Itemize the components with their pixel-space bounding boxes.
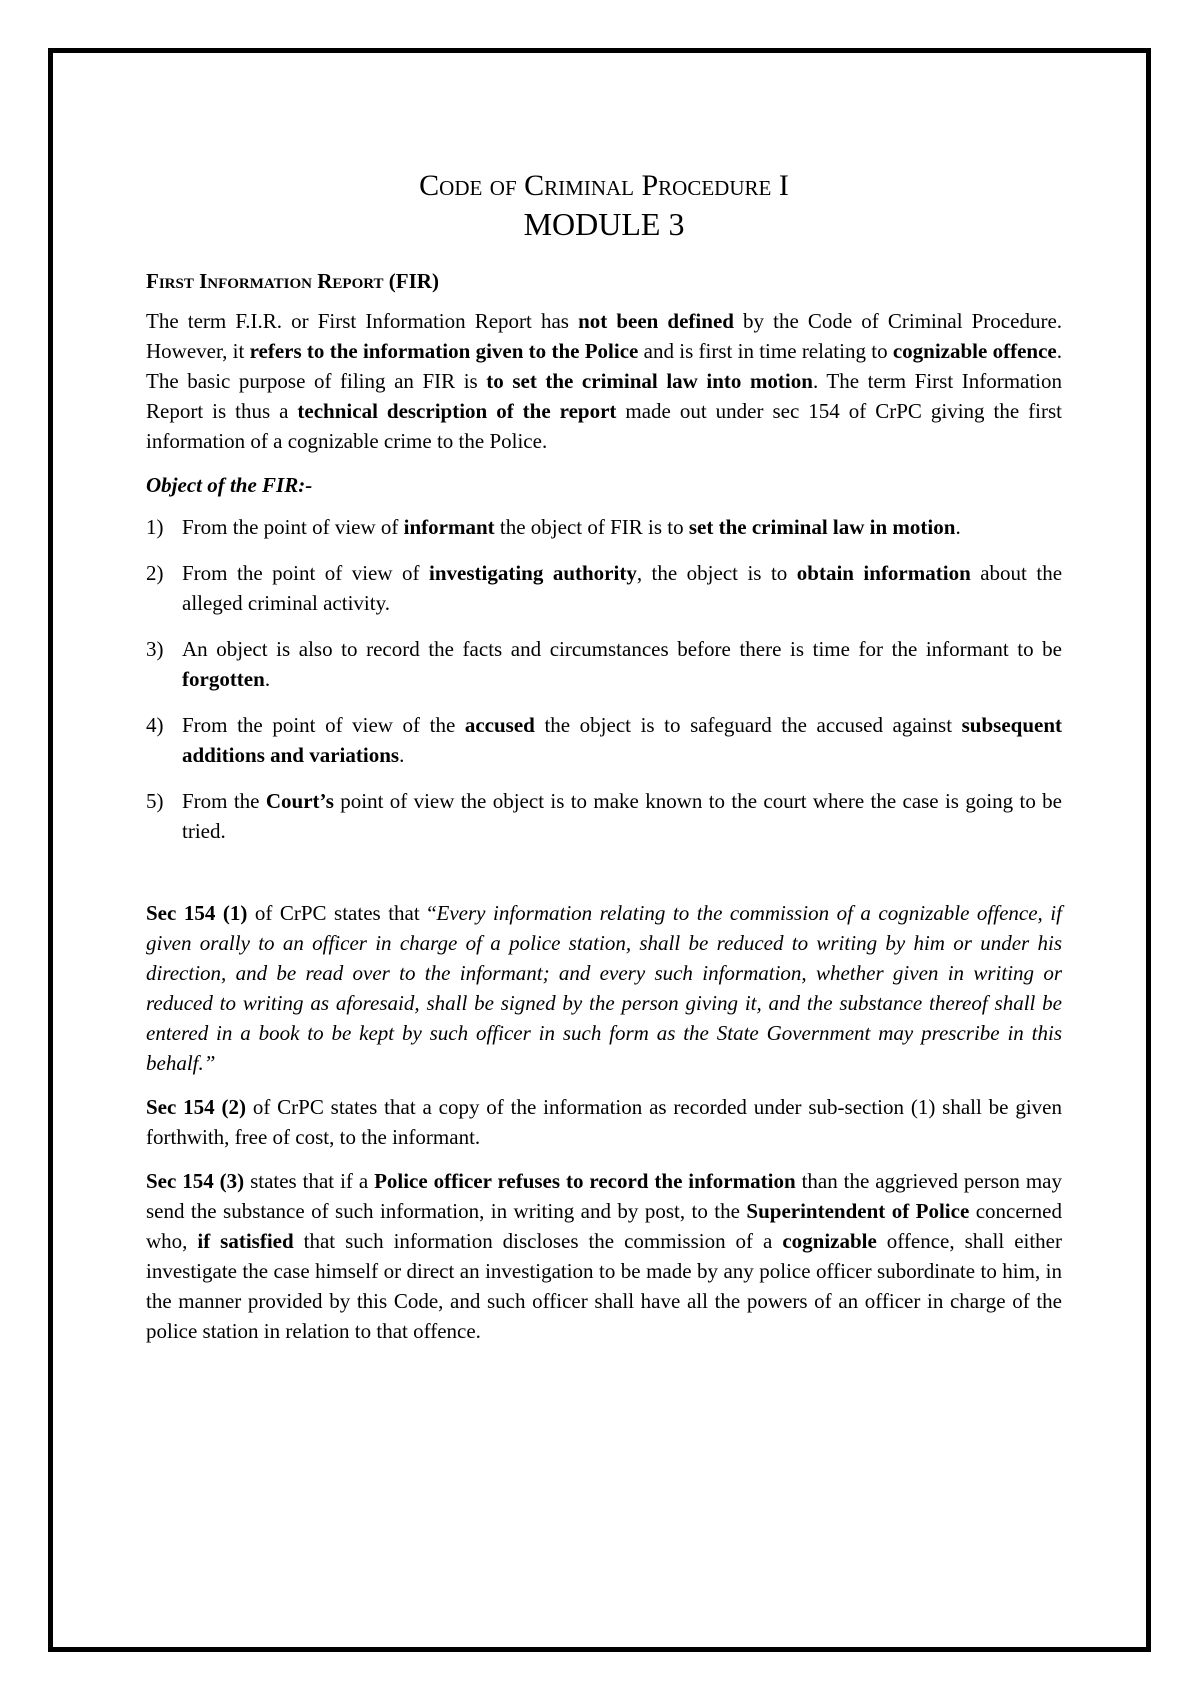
list-item: 4) From the point of view of the accused the object is to safeguard the accused against subsequent additions and variations.: [146, 713, 1062, 767]
list-item: 5) From the Court’s point of view the object is to make known to the court where the case is going to be tried.: [146, 789, 1062, 843]
intro-paragraph: The term F.I.R. or First Information Report has not been defined by the Code of Criminal Procedure. However, it refers to the information given to the Police and is first in time relating to cognizable offence. The basic purpose of filing an FIR is to set the criminal law into motion. The term First Information Report is thus a technical description of the report made out under sec 154 of CrPC giving the first information of a cognizable crime to the Police.: [146, 309, 1063, 453]
section-heading: First Information Report (FIR): [146, 269, 439, 293]
module-heading: MODULE 3: [523, 206, 685, 242]
object-heading: Object of the FIR:-: [146, 473, 313, 497]
document-title: Code of Criminal Procedure I: [419, 169, 789, 202]
list-item: 2) From the point of view of investigating authority, the object is to obtain information about the alleged criminal activity.: [146, 561, 1063, 615]
document-body: [146, 168, 1062, 1360]
objects-list: [146, 512, 1062, 846]
sec-154-1-paragraph: Sec 154 (1) of CrPC states that “Every information relating to the commission of a cognizable offence, if given orally to an officer in charge of a police station, shall be reduced to writing by him or under his direction, and be read over to the informant; and every such information, whether given in writing or reduced to writing as aforesaid, shall be signed by the person giving it, and the substance thereof shall be entered in a book to be kept by such officer in such form as the State Government may prescribe in this behalf.”: [146, 901, 1062, 1075]
list-item: 3) An object is also to record the facts and circumstances before there is time for the informant to be forgotten.: [146, 637, 1062, 691]
sec-154-3-paragraph: Sec 154 (3) states that if a Police officer refuses to record the information than the aggrieved person may send the substance of such information, in writing and by post, to the Superintendent of Police concerned who, if satisfied that such information discloses the commission of a cognizable offence, shall either investigate the case himself or direct an investigation to be made by any police officer subordinate to him, in the manner provided by this Code, and such officer shall have all the powers of an officer in charge of the police station in relation to that offence.: [146, 1169, 1062, 1343]
list-item: 1) From the point of view of informant the object of FIR is to set the criminal law in motion.: [146, 515, 961, 539]
spacer: [146, 862, 1062, 898]
sec-154-2-paragraph: Sec 154 (2) of CrPC states that a copy of the information as recorded under sub-section (1) shall be given forthwith, free of cost, to the informant.: [146, 1095, 1062, 1149]
